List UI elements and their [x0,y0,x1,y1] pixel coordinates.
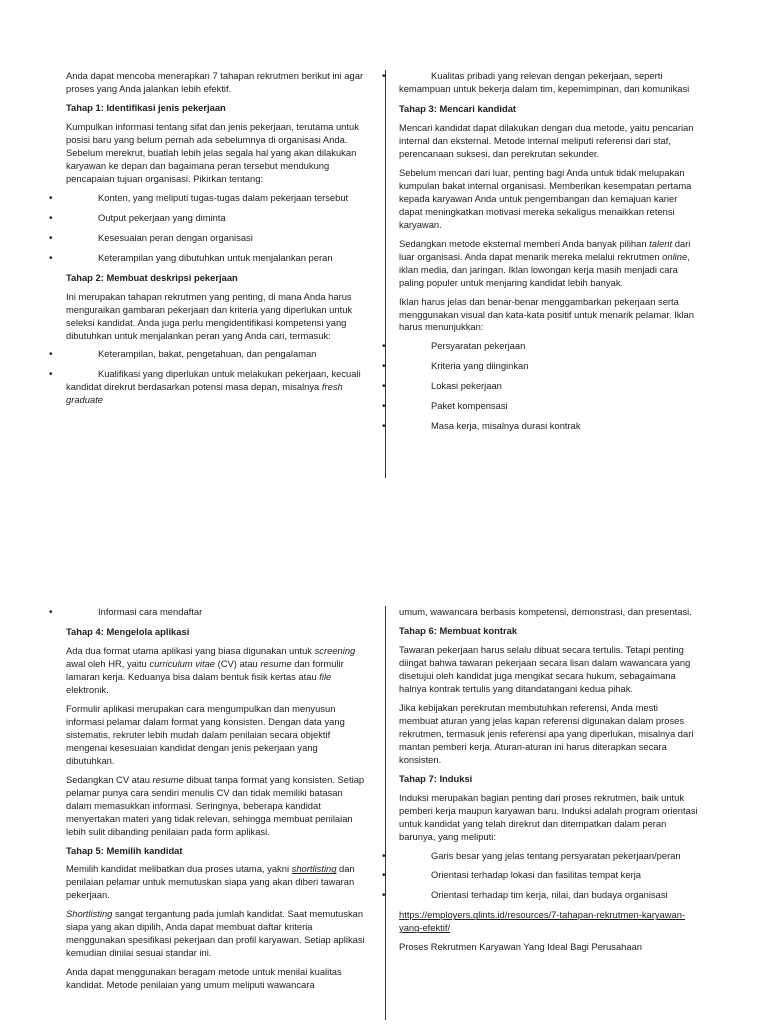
list-item: • Keterampilan yang dibutuhkan untuk menjalankan peran [49,251,333,264]
list-item: • Kesesuaian peran dengan organisasi [49,231,253,244]
list-item: • Konten, yang meliputi tugas-tugas dalam pekerjaan tersebut [49,191,349,204]
step2-heading: Tahap 2: Membuat deskripsi pekerjaan [66,271,238,283]
step3-paragraph: Sebelum mencari dari luar, penting bagi Anda untuk tidak melupakan kumpulan bakat internal organisasi. Memberikan kesempatan pertama kepada karyawan Anda untuk pengembangan dan kemajuan karier dapat meningkatkan motivasi mereka sekaligus menaikkan retensi karyawan. [399,166,692,230]
column-divider [385,606,386,1020]
step4-paragraph: Ada dua format utama aplikasi yang biasa digunakan untuk screening awal oleh HR, yaitu curriculum vitae (CV) atau resume dan formulir lamaran kerja. Keduanya bisa dalam bentuk fisik kertas atau file elektronik. [66,644,356,695]
bullet-icon: • [49,232,53,244]
step5-heading: Tahap 5: Memilih kandidat [66,844,183,856]
bullet-icon: • [49,349,53,361]
step5-paragraph: Anda dapat menggunakan beragam metode untuk menilai kualitas kandidat. Metode penilaian yang umum meliputi wawancara [66,966,342,991]
bullet-icon: • [382,870,386,882]
continued-paragraph: umum, wawancara berbasis kompetensi, demonstrasi, dan presentasi. [399,606,692,617]
page2-right-column [382,606,699,960]
bullet-icon: • [49,607,53,618]
intro-paragraph: Anda dapat mencoba menerapkan 7 tahapan rekrutmen berikut ini agar proses yang Anda jalankan lebih efektif. [66,70,364,94]
list-item: • Output pekerjaan yang diminta [49,211,226,224]
page1-right-column [382,70,699,440]
step6-paragraph: Jika kebijakan perekrutan membutuhkan referensi, Anda mesti membuat aturan yang jelas kapan referensi digunakan dalam proses rekrutmen, termasuk jenis referensi apa yang diperlukan, misalnya dari mantan pemberi kerja. Aturan-aturan ini harus diterapkan secara konsisten. [399,701,694,765]
step4-paragraph: Sedangkan CV atau resume dibuat tanpa format yang konsisten. Setiap pelamar punya cara sendiri menulis CV dan tidak memiliki batasan dalam memasukkan informasi. Seringnya, beberapa kandidat menyertakan materi yang tidak relevan, sehingga membuat penilaian lebih sulit dibanding penilaian pada form aplikasi. [66,773,365,837]
step6-paragraph: Tawaran pekerjaan harus selalu dibuat secara tertulis. Tetapi penting diingat bahwa tawaran pekerjaan secara lisan dalam wawancara yang disetujui oleh kandidat juga mengikat secara hukum, sebagaimana halnya kontrak tertulis yang ditandatangani kedua pihak. [399,643,691,694]
page1-left-column [49,70,366,414]
step1-heading: Tahap 1: Identifikasi jenis pekerjaan [66,101,226,113]
bullet-icon: • [49,369,53,381]
bullet-icon: • [382,361,386,373]
list-item: • Persyaratan pekerjaan [382,340,526,353]
bullet-icon: • [49,252,53,264]
step5-paragraph: Memilih kandidat melibatkan dua proses utama, yakni shortlisting dan penilaian pelamar untuk memutuskan siapa yang akan diberi tawaran pekerjaan. [66,863,355,901]
list-item: • Lokasi pekerjaan [382,380,502,393]
list-item: • Keterampilan, bakat, pengetahuan, dan pengalaman [49,348,317,361]
step6-heading: Tahap 6: Membuat kontrak [399,624,518,636]
bullet-icon: • [382,401,386,413]
step3-paragraph: Iklan harus jelas dan benar-benar menggambarkan pekerjaan serta menggunakan visual dan kata-kata positif untuk menarik pelamar. Iklan harus menunjukkan: [399,295,694,333]
step2-paragraph: Ini merupakan tahapan rekrutmen yang penting, di mana Anda harus menguraikan gambaran pekerjaan dan kriteria yang diperlukan untuk seleksi kandidat. Anda juga perlu mengidentifikasi kompetensi yang dibutuhkan untuk menjalankan peran yang Anda cari, termasuk: [66,290,353,341]
list-item: • Paket kompensasi [382,400,508,413]
step4-heading: Tahap 4: Mengelola aplikasi [66,625,190,637]
list-item: • Orientasi terhadap tim kerja, nilai, dan budaya organisasi [382,889,668,902]
bullet-icon: • [49,192,53,204]
bullet-icon: • [382,890,386,902]
list-item: • Orientasi terhadap lokasi dan fasilitas tempat kerja [382,869,642,882]
column-divider [385,70,386,478]
step3-paragraph: Sedangkan metode eksternal memberi Anda banyak pilihan talent dari luar organisasi. Anda dapat menarik mereka melalui rekrutmen online, iklan media, dan jaringan. Iklan lowongan kerja masih menjadi cara paling populer untuk menjaring kandidat lebih banyak. [399,237,691,288]
page2-left-column [49,606,366,998]
step1-paragraph: Kumpulkan informasi tentang sifat dan jenis pekerjaan, terutama untuk posisi baru yang belum pernah ada sebelumnya di organisasi Anda. Sebelum merekrut, buatlah lebih jelas segala hal yang akan dilakukan karyawan ke depan dan bagaimana peran tersebut mendukung pencapaian tujuan organisasi. Pikirkan tentang: [66,120,359,184]
bullet-icon: • [49,212,53,224]
source-link[interactable]: https://employers.glints.id/resources/7-tahapan-rekrutmen-karyawan-yang-efektif/ [399,909,686,934]
bullet-icon: • [382,421,386,433]
step5-paragraph: Shortlisting sangat tergantung pada jumlah kandidat. Saat memutuskan siapa yang akan dipilih, Anda dapat membuat daftar kriteria menggunakan spesifikasi pekerjaan dan profil karyawan. Setiap aplikasi kemudian dinilai sesuai standar ini. [66,908,365,959]
bullet-icon: • [382,71,386,82]
step4-paragraph: Formulir aplikasi merupakan cara mengumpulkan dan menyusun informasi pelamar dalam format yang konsisten. Dengan data yang sistematis, rekruter lebih mudah dalam penilaian secara objektif mengenai kesesuaian kandidat dengan jenis pekerjaan yang dibutuhkan. [66,702,345,766]
list-item: • Masa kerja, misalnya durasi kontrak [382,420,581,433]
footer-title: Proses Rekrutmen Karyawan Yang Ideal Bagi Perusahaan [399,941,643,953]
step3-heading: Tahap 3: Mencari kandidat [399,102,517,114]
bullet-icon: • [382,381,386,393]
list-item: • Kualitas pribadi yang relevan dengan pekerjaan, seperti kemampuan untuk bekerja dalam tim, kepemimpinan, dan komunikasi [382,70,690,94]
list-item: • Garis besar yang jelas tentang persyaratan pekerjaan/peran [382,849,681,862]
step3-paragraph: Mencari kandidat dapat dilakukan dengan dua metode, yaitu pencarian internal dan eksternal. Metode internal meliputi referensi dari staf, perencanaan suksesi, dan perekrutan sekunder. [399,121,694,159]
step7-heading: Tahap 7: Induksi [399,772,473,784]
list-item: • Kriteria yang diinginkan [382,360,529,373]
bullet-icon: • [382,850,386,862]
step7-paragraph: Induksi merupakan bagian penting dari proses rekrutmen, baik untuk pemberi kerja maupun karyawan baru. Induksi adalah program orientasi untuk kandidat yang telah direkrut dan ditempatkan dalam peran barunya, yang meliputi: [399,791,698,842]
bullet-icon: • [382,341,386,353]
list-item: • Informasi cara mendaftar [49,606,203,618]
list-item: • Kualifikasi yang diperlukan untuk melakukan pekerjaan, kecuali kandidat direkrut berdasarkan potensi masa depan, misalnya fresh graduate [49,368,361,406]
